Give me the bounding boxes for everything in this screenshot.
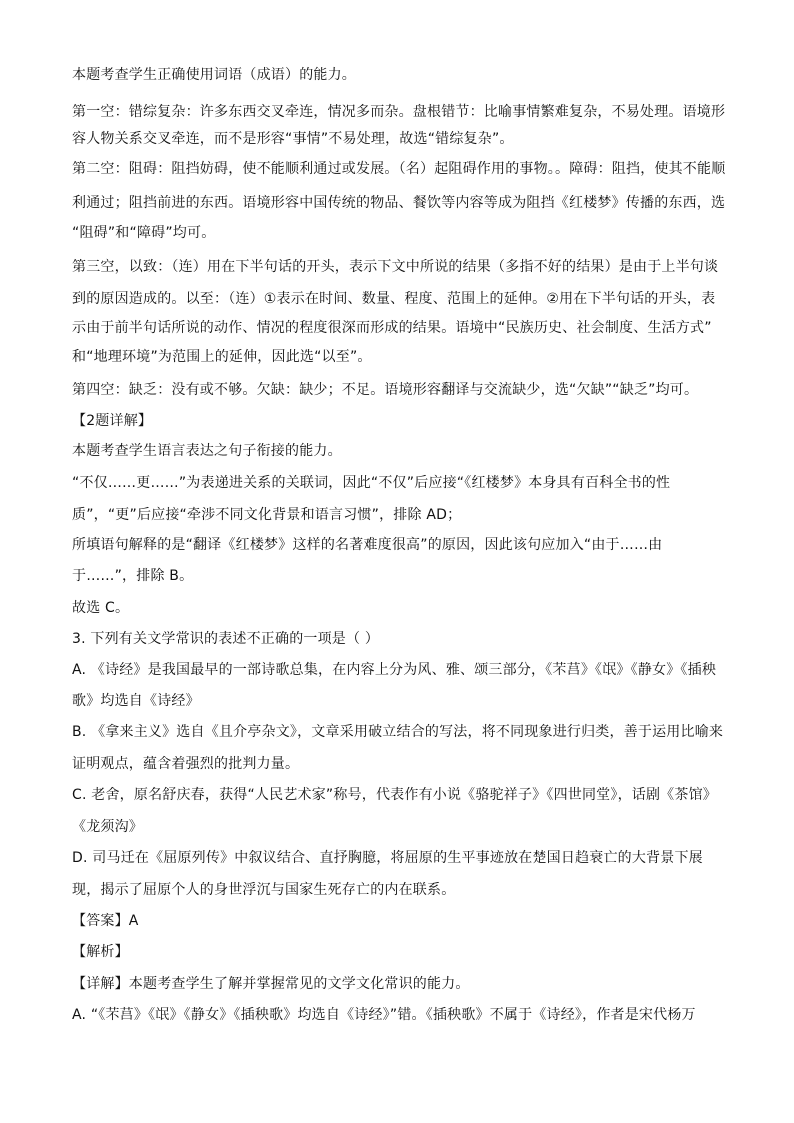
option-d: D. 司马迁在《屈原列传》中叙议结合、直抒胸臆，将屈原的生平事迹放在楚国日趋衰亡的大背景下展 <box>72 850 703 866</box>
text-line: 本题考查学生语言表达之句子衔接的能力。 <box>72 443 342 459</box>
analysis-heading: 【解析】 <box>72 944 129 960</box>
text-line: 第三空，以致：（连）用在下半句话的开头，表示下文中所说的结果（多指不好的结果）是由于上半句谈 <box>72 259 719 275</box>
section-heading: 【2题详解】 <box>72 413 153 429</box>
text-line: 示由于前半句话所说的动作、情况的程度很深而形成的结果。语境中“民族历史、社会制度、生活方式” <box>72 320 712 336</box>
text-line: 所填语句解释的是“翻译《红楼梦》这样的名著难度很高”的原因，因此该句应加入“由于……由 <box>72 537 663 553</box>
text-line: 于……”，排除 B。 <box>72 568 194 584</box>
option-b: B. 《拿来主义》选自《且介亭杂文》，文章采用破立结合的写法，将不同现象进行归类，善于运用比喻来 <box>72 724 724 740</box>
text-line: “不仅……更……”为表递进关系的关联词，因此“不仅”后应接“《红楼梦》本身具有百科全书的性 <box>72 475 671 491</box>
detail-line: 【详解】本题考查学生了解并掌握常见的文学文化常识的能力。 <box>72 976 470 992</box>
text-line: 本题考查学生正确使用词语（成语）的能力。 <box>72 67 356 83</box>
option-c: C. 老舍，原名舒庆春，获得“人民艺术家”称号，代表作有小说《骆驼祥子》《四世同堂》，话剧《茶馆》 <box>72 787 717 803</box>
text-line: 第二空：阻碍：阻挡妨碍，使不能顺利通过或发展。（名）起阻碍作用的事物。。障碍：阻挡，使其不能顺 <box>72 161 726 177</box>
option-a: A. 《诗经》是我国最早的一部诗歌总集，在内容上分为风、雅、颂三部分，《芣莒》《氓》《静女》《插秧 <box>72 662 717 678</box>
option-d-cont: 现，揭示了屈原个人的身世浮沉与国家生死存亡的内在联系。 <box>72 882 456 898</box>
text-line: A. “《芣莒》《氓》《静女》《插秧歌》均选自《诗经》”错。《插秧歌》不属于《诗经》，作者是宋代杨万 <box>72 1007 696 1023</box>
text-line: 第一空：错综复杂：许多东西交叉牵连，情况多而杂。盘根错节：比喻事情繁难复杂，不易处理。语境形 <box>72 104 726 120</box>
text-line: 利通过；阻挡前进的东西。语境形容中国传统的物品、餐饮等内容等成为阻挡《红楼梦》传播的东西，选 <box>72 195 726 211</box>
text-line: 第四空：缺乏：没有或不够。欠缺：缺少；不足。语境形容翻译与交流缺少，选“欠缺”“缺乏”均可。 <box>72 382 699 398</box>
answer-line: 【答案】A <box>72 913 139 929</box>
option-a-cont: 歌》均选自《诗经》 <box>72 693 200 709</box>
text-line: 和“地理环境”为范围上的延伸，因此选“以至”。 <box>72 349 372 365</box>
text-line: 容人物关系交叉牵连，而不是形容“事情”不易处理，故选“错综复杂”。 <box>72 131 514 147</box>
text-line: 故选 C。 <box>72 600 130 616</box>
option-c-cont: 《龙须沟》 <box>72 819 143 835</box>
option-b-cont: 证明观点，蕴含着强烈的批判力量。 <box>72 756 300 772</box>
text-line: 质”，“更”后应接“牵涉不同文化背景和语言习惯”，排除 AD； <box>72 507 462 523</box>
text-line: “阻碍”和“障碍”均可。 <box>72 225 216 241</box>
question-stem: 3. 下列有关文学常识的表述不正确的一项是（ ） <box>72 631 380 647</box>
text-line: 到的原因造成的。以至：（连）①表示在时间、数量、程度、范围上的延伸。②用在下半句话的开头，表 <box>72 291 716 307</box>
